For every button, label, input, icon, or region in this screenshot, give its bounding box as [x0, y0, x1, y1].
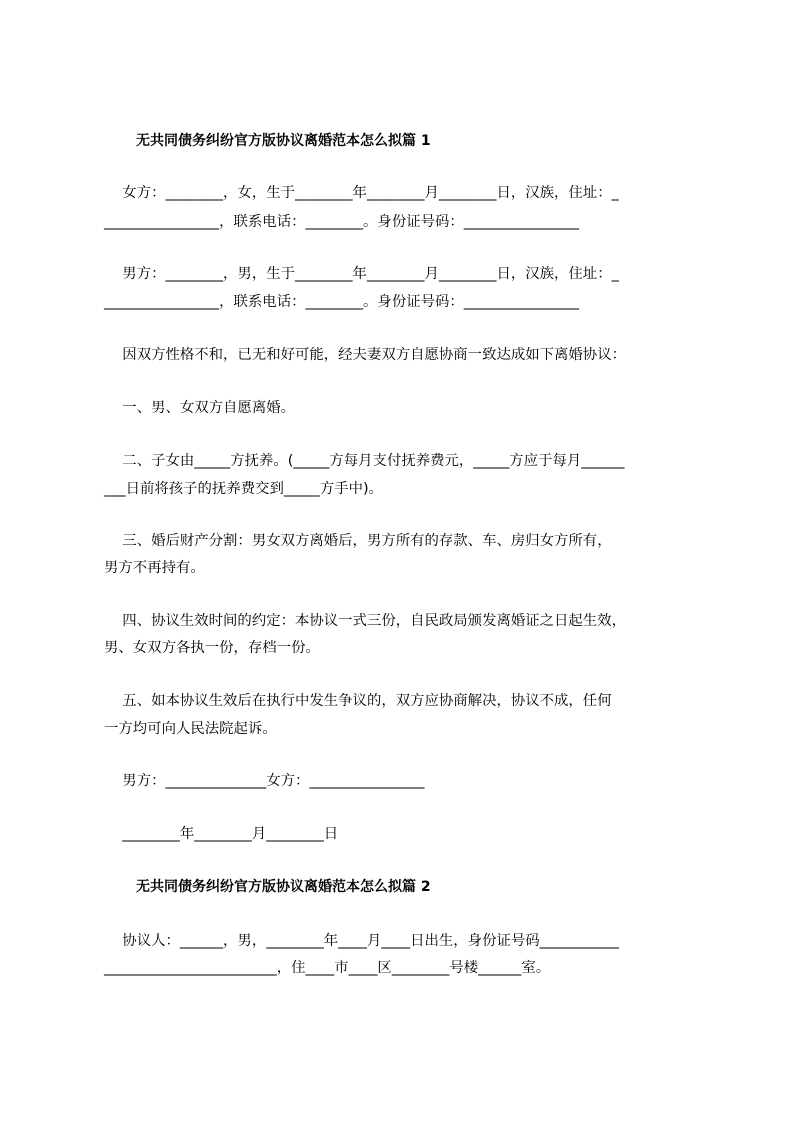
section2-title: 无共同债务纠纷官方版协议离婚范本怎么拟篇 2 — [136, 879, 431, 895]
clause-4-line-1: 四、协议生效时间的约定：本协议一式三份，自民政局颁发离婚证之日起生效， — [104, 613, 626, 629]
party-info-line-2: ________________________，住____市____区________号楼______室。 — [104, 960, 551, 976]
party-info-line-1: 协议人：______，男，________年____月____日出生，身份证号码___________ — [104, 933, 619, 949]
man-info-line-1: 男方：________，男，生于________年________月________日，汉族，住址：_ — [104, 266, 619, 282]
clause-3-line-1: 三、婚后财产分割：男女双方离婚后，男方所有的存款、车、房归女方所有， — [104, 533, 612, 549]
clause-4-line-2: 男、女双方各执一份，存档一份。 — [104, 640, 320, 656]
date-line: ________年________月________日 — [104, 826, 339, 842]
section1-title: 无共同债务纠纷官方版协议离婚范本怎么拟篇 1 — [136, 133, 431, 149]
clause-3-line-2: 男方不再持有。 — [104, 560, 205, 576]
man-info-line-2: ________________，联系电话：________。身份证号码：________________ — [104, 294, 579, 310]
clause-1: 一、男、女双方自愿离婚。 — [104, 400, 295, 416]
woman-info-line-1: 女方：________，女，生于________年________月________日，汉族，住址：_ — [104, 185, 619, 201]
clause-2-line-1: 二、子女由_____方抚养。(_____方每月支付抚养费元，_____方应于每月______ — [104, 453, 625, 469]
clause-5-line-2: 一方均可向人民法院起诉。 — [104, 721, 277, 737]
intro-paragraph: 因双方性格不和，已无和好可能，经夫妻双方自愿协商一致达成如下离婚协议： — [104, 347, 626, 363]
signature-line: 男方：______________女方：________________ — [104, 773, 425, 789]
clause-5-line-1: 五、如本协议生效后在执行中发生争议的，双方应协商解决，协议不成，任何 — [104, 693, 612, 709]
woman-info-line-2: ________________，联系电话：________。身份证号码：________________ — [104, 214, 579, 230]
clause-2-line-2: ___日前将孩子的抚养费交到_____方手中)。 — [104, 481, 384, 497]
